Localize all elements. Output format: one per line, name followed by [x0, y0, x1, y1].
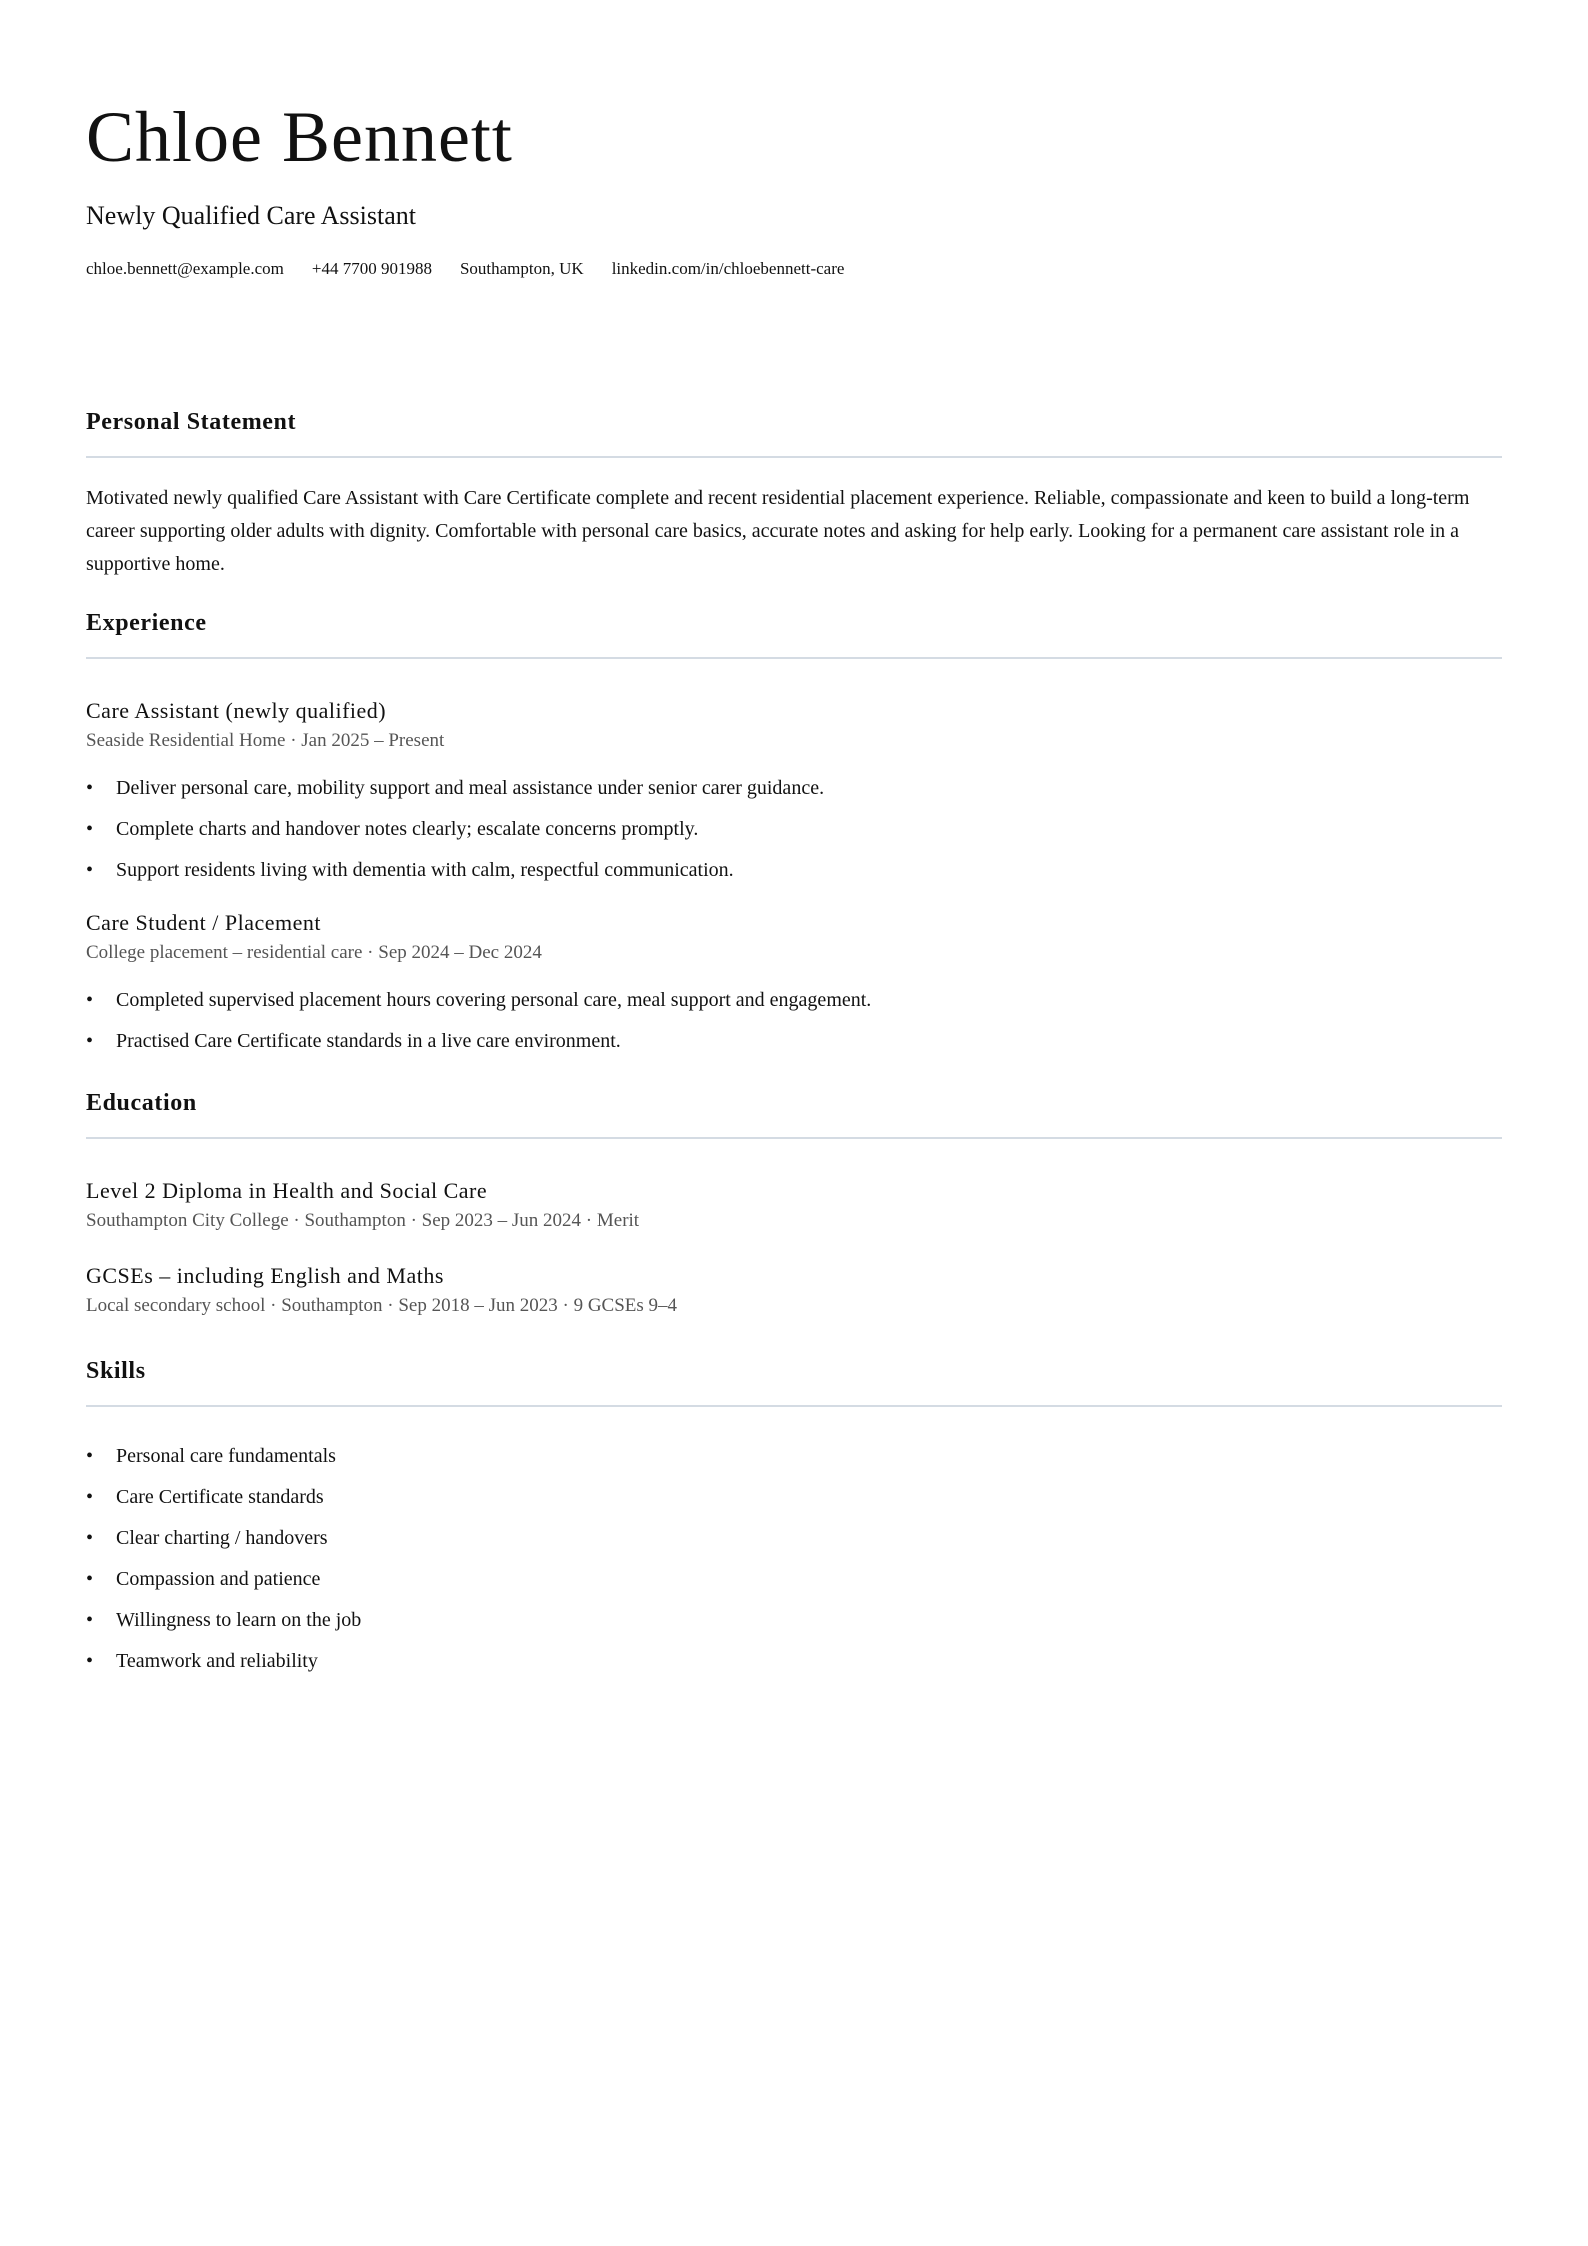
list-item [86, 816, 1502, 842]
skills-section [86, 1356, 1502, 1674]
experience-bullets [86, 987, 1502, 1054]
education-section [86, 1088, 1502, 1318]
education-entry [86, 1262, 1502, 1318]
section-title-skills: Skills [86, 1358, 146, 1384]
education-qualification: Level 2 Diploma in Health and Social Care [86, 1178, 488, 1203]
list-item [86, 857, 1502, 883]
section-divider [86, 1137, 1502, 1139]
skills-list [86, 1443, 1502, 1674]
list-item [86, 1443, 1502, 1469]
bullet-glyph: • [86, 1568, 94, 1590]
list-item-text: Practised Care Certificate standards in a live care environment. [116, 1030, 621, 1052]
education-meta: Local secondary school · Southampton · Sep 2018 – Jun 2023 · 9 GCSEs 9–4 [86, 1295, 678, 1316]
experience-section [86, 608, 1502, 1054]
list-item [86, 987, 1502, 1013]
experience-role: Care Assistant (newly qualified) [86, 698, 387, 723]
bullet-glyph: • [86, 859, 94, 881]
bullet-glyph: • [86, 1030, 94, 1052]
skill-text: Willingness to learn on the job [116, 1609, 362, 1631]
bullet-glyph: • [86, 818, 94, 840]
bullet-glyph: • [86, 1445, 94, 1467]
section-divider [86, 456, 1502, 458]
personal-statement-text: Motivated newly qualified Care Assistant with Care Certificate complete and recent residential placement experience. Reliable, compassionate and keen to build a long-term career supporting older adults with dignity. Comfortable with personal care basics, accurate notes and asking for help early. Looking for a permanent care assistant role in a supportive home. [86, 487, 1470, 575]
list-item-text: Completed supervised placement hours covering personal care, meal support and engagement. [116, 989, 872, 1011]
bullet-glyph: • [86, 1486, 94, 1508]
section-title-personal-statement: Personal Statement [86, 409, 297, 435]
skill-text: Clear charting / handovers [116, 1527, 328, 1549]
bullet-glyph: • [86, 777, 94, 799]
list-item [86, 1566, 1502, 1592]
bullet-glyph: • [86, 1527, 94, 1549]
skill-text: Personal care fundamentals [116, 1445, 336, 1467]
bullet-glyph: • [86, 1609, 94, 1631]
contact-line [86, 258, 1502, 280]
bullet-glyph: • [86, 989, 94, 1011]
contact-location: Southampton, UK [459, 259, 584, 278]
skill-text: Teamwork and reliability [116, 1650, 318, 1672]
section-divider [86, 1405, 1502, 1407]
contact-linkedin: linkedin.com/in/chloebennett-care [611, 259, 845, 278]
skill-text: Compassion and patience [116, 1568, 321, 1590]
experience-role: Care Student / Placement [86, 910, 321, 935]
list-item [86, 1484, 1502, 1510]
section-title-experience: Experience [86, 610, 207, 636]
personal-statement-section [86, 407, 1502, 581]
list-item [86, 1648, 1502, 1674]
education-qualification: GCSEs – including English and Maths [86, 1263, 444, 1288]
list-item-text: Complete charts and handover notes clearly; escalate concerns promptly. [116, 818, 699, 840]
experience-meta: College placement – residential care · Sep 2024 – Dec 2024 [86, 942, 542, 963]
resume-header [86, 0, 1502, 280]
experience-entry [86, 909, 1502, 1054]
list-item-text: Deliver personal care, mobility support and meal assistance under senior carer guidance. [116, 777, 825, 799]
skill-text: Care Certificate standards [116, 1486, 324, 1508]
list-item [86, 1028, 1502, 1054]
list-item [86, 775, 1502, 801]
contact-email: chloe.bennett@example.com [86, 259, 284, 278]
experience-meta: Seaside Residential Home · Jan 2025 – Present [86, 730, 445, 751]
list-item [86, 1525, 1502, 1551]
bullet-glyph: • [86, 1650, 94, 1672]
experience-bullets [86, 775, 1502, 883]
candidate-headline: Newly Qualified Care Assistant [86, 201, 416, 230]
education-meta: Southampton City College · Southampton · Sep 2023 – Jun 2024 · Merit [86, 1210, 640, 1231]
education-entry [86, 1177, 1502, 1233]
section-divider [86, 657, 1502, 659]
contact-phone: +44 7700 901988 [311, 259, 432, 278]
section-title-education: Education [86, 1090, 197, 1116]
list-item [86, 1607, 1502, 1633]
list-item-text: Support residents living with dementia with calm, respectful communication. [116, 859, 734, 881]
experience-entry [86, 697, 1502, 883]
candidate-name: Chloe Bennett [86, 97, 513, 177]
